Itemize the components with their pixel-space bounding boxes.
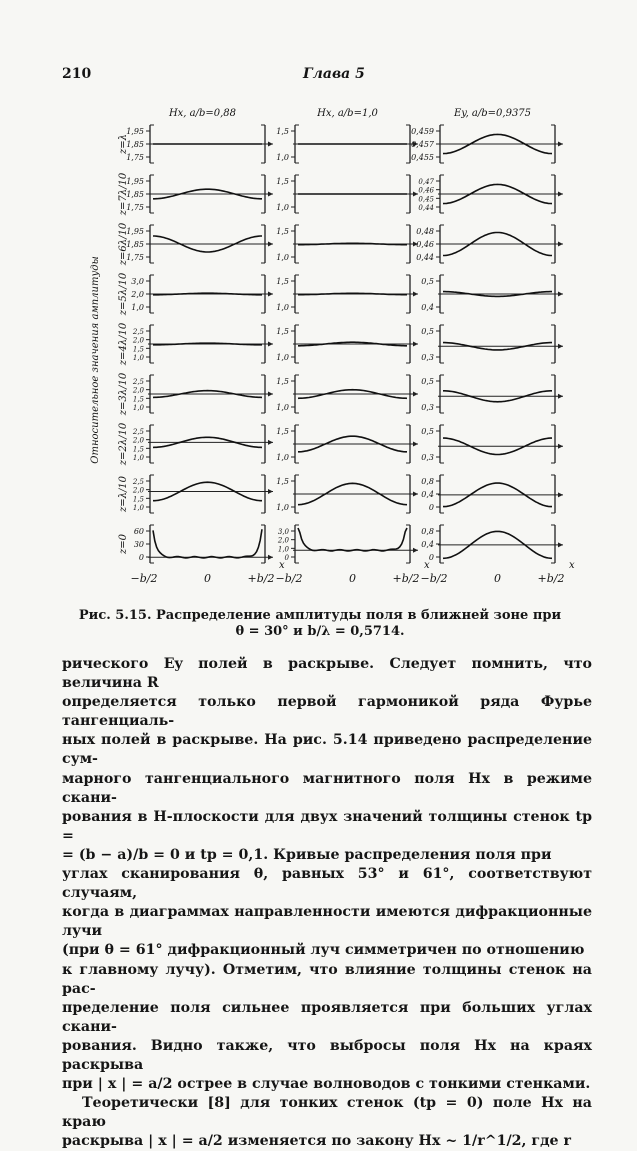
tick-label: 2,0 (132, 436, 144, 445)
row-label: z=5λ/10 (118, 272, 129, 316)
body-line: марного тангенциального магнитного поля Hx в режиме скани- (62, 770, 592, 806)
axis-arrow (268, 489, 273, 494)
body-line: определяется только первой гармоникой ряда Фурье тангенциаль- (62, 694, 592, 730)
tick-label: 1,85 (126, 140, 144, 149)
tick-label: 1,0 (276, 253, 289, 262)
tick-label: 0,457 (411, 140, 434, 149)
field-curve (153, 293, 262, 295)
axis-arrow (558, 344, 563, 349)
x-tick-label: 0 (204, 572, 211, 585)
tick-label: 2,5 (132, 428, 144, 436)
y-axis-title: Относительное значения амплитуды (90, 256, 101, 464)
axis-arrow (558, 192, 563, 197)
tick-label: 1,0 (276, 403, 289, 412)
tick-label: 1,0 (276, 453, 289, 462)
tick-label: 0,5 (421, 327, 434, 336)
row-label: z=3λ/10 (118, 372, 129, 416)
axis-arrow (558, 492, 563, 497)
tick-label: 2,0 (277, 536, 289, 545)
tick-label: 1,0 (132, 404, 144, 412)
x-tick-label: +b/2 (537, 572, 565, 585)
caption-line-2: θ = 30° и b/λ = 0,5714. (235, 624, 405, 639)
body-line: к главному лучу). Отметим, что влияние толщины стенок на рас- (62, 961, 592, 997)
tick-label: 1,5 (276, 377, 289, 386)
tick-label: 0,8 (421, 477, 434, 486)
tick-label: 1,5 (276, 477, 289, 486)
row-label: z=6λ/10 (118, 222, 129, 266)
row-label: z=λ/10 (118, 475, 129, 513)
tick-label: 1,95 (126, 227, 144, 236)
tick-label: 1,5 (132, 445, 144, 454)
tick-label: 2,0 (131, 290, 144, 299)
x-tick-label: −b/2 (420, 572, 448, 585)
body-line: Теоретически [8] для тонких стенок (tp = 0) поле Hx на краю (62, 1095, 592, 1131)
tick-label: 1,95 (126, 177, 144, 186)
tick-label: 1,75 (126, 153, 144, 162)
body-line: при | x | = a/2 острее в случае волноводов с тонкими стенками. (62, 1076, 591, 1093)
body-line: рического Ey полей в раскрыве. Следует помнить, что величина R (62, 656, 592, 692)
body-line: рования в H-плоскости для двух значений толщины стенок tp = (62, 808, 592, 844)
tick-label: 2,0 (132, 486, 144, 495)
axis-arrow (413, 492, 418, 497)
x-axis-label: x (279, 560, 285, 571)
axis-arrow (268, 342, 273, 347)
tick-label: 1,0 (276, 503, 289, 512)
tick-label: 1,0 (276, 153, 289, 162)
column-title: Ey, a/b=0,9375 (453, 108, 532, 119)
axis-arrow (268, 440, 273, 445)
tick-label: 1,5 (276, 427, 289, 436)
tick-label: 2,5 (132, 328, 144, 336)
axis-arrow (558, 142, 563, 147)
row-label: z=4λ/10 (118, 322, 129, 366)
tick-label: 3,0 (131, 277, 144, 286)
tick-label: 1,5 (276, 127, 289, 136)
tick-label: 0,45 (418, 195, 434, 204)
axis-arrow (268, 555, 273, 560)
tick-label: 3,0 (277, 528, 289, 536)
axis-arrow (413, 342, 418, 347)
tick-label: 0,4 (421, 303, 434, 312)
axis-arrow (413, 442, 418, 447)
tick-label: 0,46 (416, 240, 434, 249)
field-curve (153, 343, 262, 345)
body-line: ных полей в раскрыве. На рис. 5.14 приведено распределение сум- (62, 732, 592, 768)
body-line: = (b − a)/b = 0 и tp = 0,1. Кривые распределения поля при (62, 846, 552, 863)
axis-arrow (558, 394, 563, 399)
tick-label: 1,5 (276, 227, 289, 236)
tick-label: 0,455 (411, 153, 434, 162)
tick-label: 1,85 (126, 240, 144, 249)
chapter-title: Глава 5 (303, 66, 365, 82)
axis-arrow (558, 444, 563, 449)
tick-label: 1,5 (132, 345, 144, 354)
body-line: раскрыва | x | = a/2 изменяется по закону Hx ~ 1/r^1/2, где r (62, 1133, 571, 1150)
tick-label: 0,8 (421, 527, 434, 536)
caption-line-1: Рис. 5.15. Распределение амплитуды поля в ближней зоне при (78, 608, 562, 623)
tick-label: 1,5 (132, 495, 144, 504)
axis-arrow (413, 392, 418, 397)
tick-label: 0,4 (421, 540, 434, 549)
body-line: рования. Видно также, что выбросы поля Hx на краях раскрыва (62, 1037, 592, 1073)
tick-label: 1,0 (131, 303, 144, 312)
tick-label: 1,0 (276, 203, 289, 212)
tick-label: 0 (284, 554, 289, 562)
body-line: (при θ = 61° дифракционный луч симметричен по отношению (62, 942, 585, 959)
tick-label: 0,5 (421, 427, 434, 436)
column-title: Hx, a/b=1,0 (317, 108, 378, 119)
axis-arrow (268, 392, 273, 397)
x-tick-label: +b/2 (392, 572, 420, 585)
tick-label: 0,44 (416, 253, 434, 262)
tick-label: 1,0 (276, 303, 289, 312)
tick-label: 0,46 (418, 186, 434, 195)
column-title: Hx, a/b=0,88 (168, 108, 237, 119)
row-label: z=0 (118, 533, 129, 555)
tick-label: 2,0 (132, 386, 144, 395)
axis-arrow (413, 548, 418, 553)
x-tick-label: −b/2 (275, 572, 303, 585)
tick-label: 1,5 (276, 277, 289, 286)
tick-label: 1,5 (276, 177, 289, 186)
tick-label: 1,75 (126, 253, 144, 262)
tick-label: 1,0 (277, 545, 289, 554)
tick-label: 0,4 (421, 490, 434, 499)
axis-arrow (268, 242, 273, 247)
x-axis-label: x (569, 560, 575, 571)
tick-label: 0 (428, 553, 434, 562)
tick-label: 0,47 (418, 178, 434, 186)
tick-label: 1,5 (276, 327, 289, 336)
tick-label: 2,5 (132, 378, 144, 386)
axis-arrow (558, 542, 563, 547)
tick-label: 0 (138, 553, 144, 562)
axis-arrow (268, 192, 273, 197)
field-curve (298, 528, 407, 551)
tick-label: 2,5 (132, 478, 144, 486)
tick-label: 1,5 (132, 395, 144, 404)
tick-label: 0,48 (416, 227, 434, 236)
tick-label: 0,459 (411, 127, 434, 136)
tick-label: 1,85 (126, 190, 144, 199)
axis-arrow (558, 292, 563, 297)
tick-label: 30 (133, 540, 144, 549)
tick-label: 1,75 (126, 203, 144, 212)
x-tick-label: −b/2 (130, 572, 158, 585)
row-label: z=7λ/10 (118, 172, 129, 216)
tick-label: 0,3 (421, 353, 434, 362)
axis-arrow (268, 142, 273, 147)
tick-label: 1,0 (276, 353, 289, 362)
tick-label: 2,0 (132, 336, 144, 345)
tick-label: 0,5 (421, 277, 434, 286)
tick-label: 0 (428, 503, 434, 512)
x-axis-label: x (424, 560, 430, 571)
tick-label: 0,3 (421, 403, 434, 412)
x-tick-label: 0 (494, 572, 501, 585)
row-label: z=2λ/10 (118, 422, 129, 466)
body-line: когда в диаграммах направленности имеются дифракционные лучи (62, 904, 592, 940)
figure-caption (60, 608, 580, 640)
row-label: z=λ (118, 134, 129, 154)
field-curve (153, 529, 262, 558)
tick-label: 0,3 (421, 453, 434, 462)
tick-label: 0,44 (418, 204, 434, 212)
tick-label: 1,0 (132, 454, 144, 462)
axis-arrow (268, 292, 273, 297)
page-number: 210 (62, 66, 92, 82)
tick-label: 1,0 (132, 504, 144, 512)
axis-arrow (413, 192, 418, 197)
body-line: пределение поля сильнее проявляется при больших углах скани- (62, 999, 592, 1035)
tick-label: 60 (133, 527, 144, 536)
body-text (62, 655, 592, 1151)
x-tick-label: +b/2 (247, 572, 275, 585)
x-tick-label: 0 (349, 572, 356, 585)
tick-label: 1,0 (132, 354, 144, 362)
axis-arrow (558, 242, 563, 247)
tick-label: 1,95 (126, 127, 144, 136)
axis-arrow (413, 292, 418, 297)
tick-label: 0,5 (421, 377, 434, 386)
body-line: углах сканирования θ, равных 53° и 61°, соответствуют случаям, (62, 866, 592, 902)
